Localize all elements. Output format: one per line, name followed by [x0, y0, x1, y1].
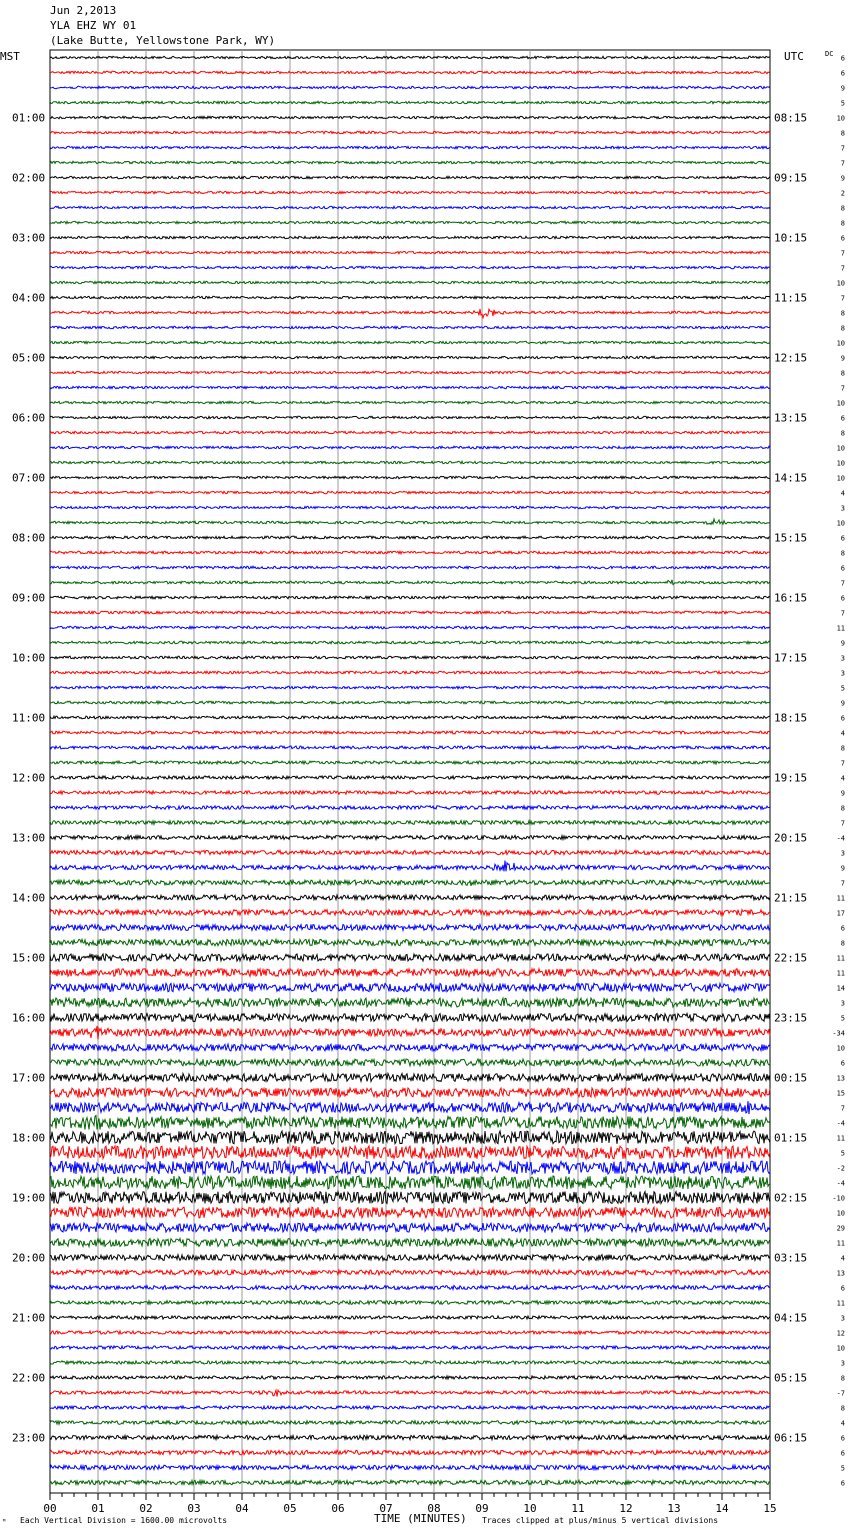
- dc-offset-label: 9: [840, 789, 845, 798]
- seismic-trace: [50, 1435, 770, 1439]
- utc-hour-label: 00:15: [774, 1071, 808, 1085]
- seismic-trace: [50, 791, 770, 794]
- dc-offset-label: 8: [840, 369, 845, 378]
- seismic-trace: [50, 731, 770, 734]
- dc-offset-label: 3: [840, 1314, 845, 1323]
- seismic-trace: [50, 836, 770, 840]
- seismic-trace: [50, 176, 770, 178]
- dc-offset-label: 8: [840, 429, 845, 438]
- seismic-trace: [50, 701, 770, 704]
- dc-offset-label: 10: [836, 474, 845, 483]
- utc-hour-label: 11:15: [774, 291, 808, 305]
- dc-offset-label: 8: [840, 939, 845, 948]
- dc-offset-label: 11: [836, 624, 845, 633]
- utc-hour-label: 14:15: [774, 471, 808, 485]
- dc-offset-label: 8: [840, 744, 845, 753]
- dc-offset-label: 6: [840, 564, 845, 573]
- dc-offset-label: 5: [840, 684, 845, 693]
- dc-offset-label: 10: [836, 279, 845, 288]
- seismic-trace: [50, 1223, 770, 1232]
- dc-offset-label: 2: [840, 189, 845, 198]
- mst-hour-label: 13:00: [12, 831, 46, 845]
- dc-offset-label: 10: [836, 1044, 845, 1053]
- seismic-trace: [50, 519, 770, 525]
- dc-offset-label: 12: [836, 1329, 845, 1338]
- header-date: Jun 2,2013: [50, 4, 117, 17]
- dc-offset-label: 6: [840, 414, 845, 423]
- mst-hour-label: 09:00: [12, 591, 46, 605]
- dc-offset-label: 8: [840, 1404, 845, 1413]
- mst-hour-label: 07:00: [12, 471, 46, 485]
- mst-hour-label: 20:00: [12, 1251, 46, 1265]
- dc-offset-label: 10: [836, 459, 845, 468]
- x-tick-label: 06: [331, 1502, 345, 1515]
- dc-offset-label: 4: [840, 489, 845, 498]
- seismic-trace: [50, 596, 770, 599]
- utc-hour-label: 23:15: [774, 1011, 808, 1025]
- plot-frame: [50, 50, 770, 1493]
- seismic-trace: [50, 1101, 770, 1114]
- seismic-trace: [50, 1131, 770, 1144]
- clip-note: Traces clipped at plus/minus 5 vertical divisions: [482, 1516, 719, 1525]
- seismic-trace: [50, 1088, 770, 1097]
- seismic-trace: [50, 191, 770, 193]
- dc-offset-label: 14: [836, 984, 845, 993]
- mst-hour-label: 02:00: [12, 171, 46, 185]
- seismic-trace: [50, 861, 770, 872]
- dc-offset-label: 6: [840, 1059, 845, 1068]
- dc-offset-label: -4: [836, 1179, 845, 1188]
- seismic-trace: [50, 1270, 770, 1275]
- mst-hour-label: 10:00: [12, 651, 46, 665]
- seismic-trace: [50, 386, 770, 388]
- seismic-trace: [50, 309, 770, 318]
- seismic-trace: [50, 236, 770, 238]
- mst-hour-label: 04:00: [12, 291, 46, 305]
- dc-offset-label: 10: [836, 1344, 845, 1353]
- x-tick-label: 15: [763, 1502, 777, 1515]
- dc-offset-label: 7: [840, 384, 845, 393]
- seismic-trace: [50, 1044, 770, 1051]
- seismic-trace: [50, 969, 770, 977]
- dc-offset-label: 11: [836, 969, 845, 978]
- seismic-trace: [50, 56, 770, 58]
- utc-hour-label: 18:15: [774, 711, 808, 725]
- seismic-trace: [50, 266, 770, 268]
- seismic-trace: [50, 761, 770, 764]
- dc-offset-label: -34: [832, 1029, 845, 1038]
- x-tick-label: 05: [283, 1502, 297, 1515]
- mst-hour-label: 08:00: [12, 531, 46, 545]
- dc-offset-label: 9: [840, 174, 845, 183]
- dc-offset-label: -10: [832, 1194, 845, 1203]
- dc-offset-label: 6: [840, 924, 845, 933]
- utc-hour-label: 01:15: [774, 1131, 808, 1145]
- mst-hour-label: 18:00: [12, 1131, 46, 1145]
- dc-offset-label: -4: [836, 834, 845, 843]
- dc-offset-label: 11: [836, 1299, 845, 1308]
- mst-hour-label: 15:00: [12, 951, 46, 965]
- dc-offset-label: 13: [836, 1074, 845, 1083]
- x-tick-label: 09: [475, 1502, 489, 1515]
- utc-hour-label: 20:15: [774, 831, 808, 845]
- seismic-trace: [50, 925, 770, 931]
- labels: [12, 55, 845, 1516]
- seismic-trace: [50, 1286, 770, 1290]
- seismic-trace: [50, 566, 770, 569]
- mst-hour-label: 14:00: [12, 891, 46, 905]
- x-axis-title: TIME (MINUTES): [374, 1512, 467, 1525]
- seismic-trace: [50, 461, 770, 463]
- dc-offset-label: 5: [840, 1149, 845, 1158]
- seismic-trace: [50, 371, 770, 373]
- mst-hour-label: 03:00: [12, 231, 46, 245]
- dc-offset-label: 10: [836, 399, 845, 408]
- dc-offset-label: 8: [840, 324, 845, 333]
- seismic-trace: [50, 281, 770, 283]
- seismic-trace: [50, 1331, 770, 1334]
- utc-hour-label: 03:15: [774, 1251, 808, 1265]
- mst-label: MST: [0, 50, 20, 63]
- utc-hour-label: 06:15: [774, 1431, 808, 1445]
- dc-offset-label: 3: [840, 849, 845, 858]
- dc-offset-label: 8: [840, 129, 845, 138]
- x-tick-label: 13: [667, 1502, 681, 1515]
- seismic-trace: [50, 1026, 770, 1040]
- x-tick-label: 00: [43, 1502, 57, 1515]
- utc-hour-label: 15:15: [774, 531, 808, 545]
- dc-offset-label: 10: [836, 339, 845, 348]
- dc-label: DC: [825, 50, 834, 58]
- seismic-trace: [50, 1255, 770, 1261]
- seismic-trace: [50, 536, 770, 539]
- dc-offset-label: 4: [840, 774, 845, 783]
- x-tick-label: 12: [619, 1502, 633, 1515]
- seismic-trace: [50, 983, 770, 991]
- utc-hour-label: 22:15: [774, 951, 808, 965]
- seismic-trace: [50, 580, 770, 585]
- seismic-trace: [50, 1192, 770, 1204]
- seismic-trace: [50, 296, 770, 298]
- x-tick-label: 11: [571, 1502, 585, 1515]
- seismic-trace: [50, 131, 770, 133]
- dc-offset-label: 6: [840, 714, 845, 723]
- dc-offset-label: 6: [840, 534, 845, 543]
- seismic-trace: [50, 401, 770, 403]
- utc-hour-label: 17:15: [774, 651, 808, 665]
- seismic-trace: [50, 86, 770, 88]
- utc-hour-label: 10:15: [774, 231, 808, 245]
- seismic-trace: [50, 806, 770, 810]
- x-tick-label: 08: [427, 1502, 441, 1515]
- dc-offset-label: 6: [840, 54, 845, 63]
- dc-offset-label: 9: [840, 639, 845, 648]
- dc-offset-label: 5: [840, 99, 845, 108]
- mst-hour-label: 19:00: [12, 1191, 46, 1205]
- x-tick-label: 10: [523, 1502, 537, 1515]
- dc-offset-label: 3: [840, 654, 845, 663]
- seismic-trace: [50, 1361, 770, 1364]
- x-tick-label: 14: [715, 1502, 729, 1515]
- seismic-trace: [50, 101, 770, 103]
- utc-hour-label: 19:15: [774, 771, 808, 785]
- seismic-trace: [50, 1176, 770, 1189]
- seismic-trace: [50, 326, 770, 328]
- seismic-trace: [50, 1465, 770, 1469]
- dc-offset-label: 11: [836, 1239, 845, 1248]
- dc-offset-label: 8: [840, 549, 845, 558]
- seismic-trace: [50, 776, 770, 779]
- seismic-trace: [50, 251, 770, 253]
- seismic-trace: [50, 356, 770, 358]
- dc-offset-label: 4: [840, 1254, 845, 1263]
- dc-offset-label: 9: [840, 354, 845, 363]
- seismic-trace: [50, 641, 770, 644]
- dc-offset-label: 5: [840, 1464, 845, 1473]
- footer-left-mark: ᴹ: [2, 1518, 7, 1526]
- dc-offset-label: 6: [840, 1479, 845, 1488]
- seismic-trace: [50, 506, 770, 508]
- x-tick-label: 03: [187, 1502, 201, 1515]
- seismic-trace: [50, 954, 770, 961]
- x-tick-label: 01: [91, 1502, 105, 1515]
- seismic-trace: [50, 1207, 770, 1218]
- seismic-trace: [50, 1346, 770, 1349]
- seismic-trace: [50, 998, 770, 1007]
- dc-offset-label: 7: [840, 579, 845, 588]
- seismic-trace: [50, 671, 770, 674]
- dc-offset-label: 7: [840, 879, 845, 888]
- seismic-trace: [50, 1406, 770, 1409]
- mst-hour-label: 12:00: [12, 771, 46, 785]
- utc-hour-label: 12:15: [774, 351, 808, 365]
- dc-offset-label: 6: [840, 69, 845, 78]
- seismic-trace: [50, 71, 770, 73]
- dc-offset-label: 29: [836, 1224, 845, 1233]
- dc-offset-label: 9: [840, 699, 845, 708]
- seismic-trace: [50, 716, 770, 719]
- dc-offset-label: 8: [840, 309, 845, 318]
- dc-offset-label: 10: [836, 444, 845, 453]
- dc-offset-label: 7: [840, 609, 845, 618]
- dc-offset-label: 7: [840, 759, 845, 768]
- seismic-trace: [50, 880, 770, 886]
- seismic-trace: [50, 1301, 770, 1305]
- dc-offset-label: 3: [840, 504, 845, 513]
- mst-hour-label: 23:00: [12, 1431, 46, 1445]
- header-location: (Lake Butte, Yellowstone Park, WY): [50, 34, 276, 47]
- dc-offset-label: 6: [840, 234, 845, 243]
- dc-offset-label: 11: [836, 894, 845, 903]
- seismic-trace: [50, 416, 770, 418]
- seismic-trace: [50, 821, 770, 825]
- seismic-trace: [50, 1421, 770, 1425]
- seismic-trace: [50, 221, 770, 223]
- dc-offset-label: 4: [840, 1419, 845, 1428]
- seismic-trace: [50, 939, 770, 945]
- seismic-trace: [50, 746, 770, 749]
- dc-offset-label: 6: [840, 1449, 845, 1458]
- mst-hour-label: 11:00: [12, 711, 46, 725]
- seismic-trace: [50, 626, 770, 629]
- mst-hour-label: 01:00: [12, 111, 46, 125]
- dc-offset-label: 3: [840, 999, 845, 1008]
- utc-hour-label: 08:15: [774, 111, 808, 125]
- seismic-trace: [50, 116, 770, 118]
- dc-offset-label: 8: [840, 219, 845, 228]
- dc-offset-label: 6: [840, 1434, 845, 1443]
- dc-offset-label: 8: [840, 204, 845, 213]
- x-tick-label: 04: [235, 1502, 249, 1515]
- dc-offset-label: 7: [840, 819, 845, 828]
- seismic-trace: [50, 656, 770, 659]
- dc-offset-label: 11: [836, 1134, 845, 1143]
- traces: [50, 56, 770, 1484]
- mst-hour-label: 22:00: [12, 1371, 46, 1385]
- seismic-trace: [50, 1239, 770, 1247]
- seismic-trace: [50, 551, 770, 554]
- dc-offset-label: 10: [836, 1209, 845, 1218]
- seismic-trace: [50, 341, 770, 343]
- dc-offset-label: 7: [840, 294, 845, 303]
- x-tick-label: 07: [379, 1502, 393, 1515]
- dc-offset-label: 10: [836, 519, 845, 528]
- seismic-trace: [50, 146, 770, 148]
- dc-offset-label: -2: [836, 1164, 845, 1173]
- seismic-trace: [50, 161, 770, 163]
- utc-hour-label: 21:15: [774, 891, 808, 905]
- seismic-trace: [50, 1480, 770, 1484]
- mst-hour-label: 06:00: [12, 411, 46, 425]
- seismic-trace: [50, 1161, 770, 1174]
- dc-offset-label: 7: [840, 159, 845, 168]
- seismic-trace: [50, 1146, 770, 1159]
- mst-hour-label: 16:00: [12, 1011, 46, 1025]
- mst-hour-label: 21:00: [12, 1311, 46, 1325]
- seismic-trace: [50, 1390, 770, 1396]
- seismic-trace: [50, 686, 770, 689]
- seismic-trace: [50, 910, 770, 916]
- seismic-trace: [50, 1074, 770, 1082]
- utc-label: UTC: [784, 50, 804, 63]
- seismic-trace: [50, 491, 770, 493]
- dc-offset-label: 11: [836, 954, 845, 963]
- dc-offset-label: 3: [840, 1359, 845, 1368]
- dc-offset-label: 7: [840, 144, 845, 153]
- mst-hour-label: 05:00: [12, 351, 46, 365]
- utc-hour-label: 02:15: [774, 1191, 808, 1205]
- seismic-trace: [50, 895, 770, 900]
- dc-offset-label: 9: [840, 864, 845, 873]
- dc-offset-label: 8: [840, 1374, 845, 1383]
- seismic-trace: [50, 431, 770, 433]
- dc-offset-label: 7: [840, 1104, 845, 1113]
- seismic-trace: [50, 446, 770, 448]
- dc-offset-label: 4: [840, 729, 845, 738]
- seismic-trace: [50, 1450, 770, 1454]
- seismic-trace: [50, 850, 770, 854]
- dc-offset-label: 17: [836, 909, 845, 918]
- seismic-trace: [50, 206, 770, 208]
- seismic-trace: [50, 476, 770, 478]
- seismic-trace: [50, 1116, 770, 1130]
- dc-offset-label: 7: [840, 249, 845, 258]
- dc-offset-label: 6: [840, 594, 845, 603]
- dc-offset-label: -4: [836, 1119, 845, 1128]
- scale-note: Each Vertical Division = 1600.00 microvolts: [20, 1516, 228, 1525]
- dc-offset-label: 8: [840, 804, 845, 813]
- utc-hour-label: 13:15: [774, 411, 808, 425]
- x-tick-label: 02: [139, 1502, 153, 1515]
- utc-hour-label: 09:15: [774, 171, 808, 185]
- seismic-trace: [50, 1376, 770, 1379]
- dc-offset-label: -7: [836, 1389, 845, 1398]
- utc-hour-label: 04:15: [774, 1311, 808, 1325]
- mst-hour-label: 17:00: [12, 1071, 46, 1085]
- dc-offset-label: 9: [840, 84, 845, 93]
- dc-offset-label: 7: [840, 264, 845, 273]
- dc-offset-label: 5: [840, 1014, 845, 1023]
- dc-offset-label: 3: [840, 669, 845, 678]
- seismic-trace: [50, 1059, 770, 1066]
- seismic-trace: [50, 1316, 770, 1319]
- utc-hour-label: 05:15: [774, 1371, 808, 1385]
- dc-offset-label: 10: [836, 114, 845, 123]
- seismic-trace: [50, 611, 770, 614]
- dc-offset-label: 15: [836, 1089, 845, 1098]
- seismic-trace: [50, 1014, 770, 1022]
- dc-offset-label: 13: [836, 1269, 845, 1278]
- utc-hour-label: 16:15: [774, 591, 808, 605]
- dc-offset-label: 6: [840, 1284, 845, 1293]
- header-station: YLA EHZ WY 01: [50, 19, 137, 32]
